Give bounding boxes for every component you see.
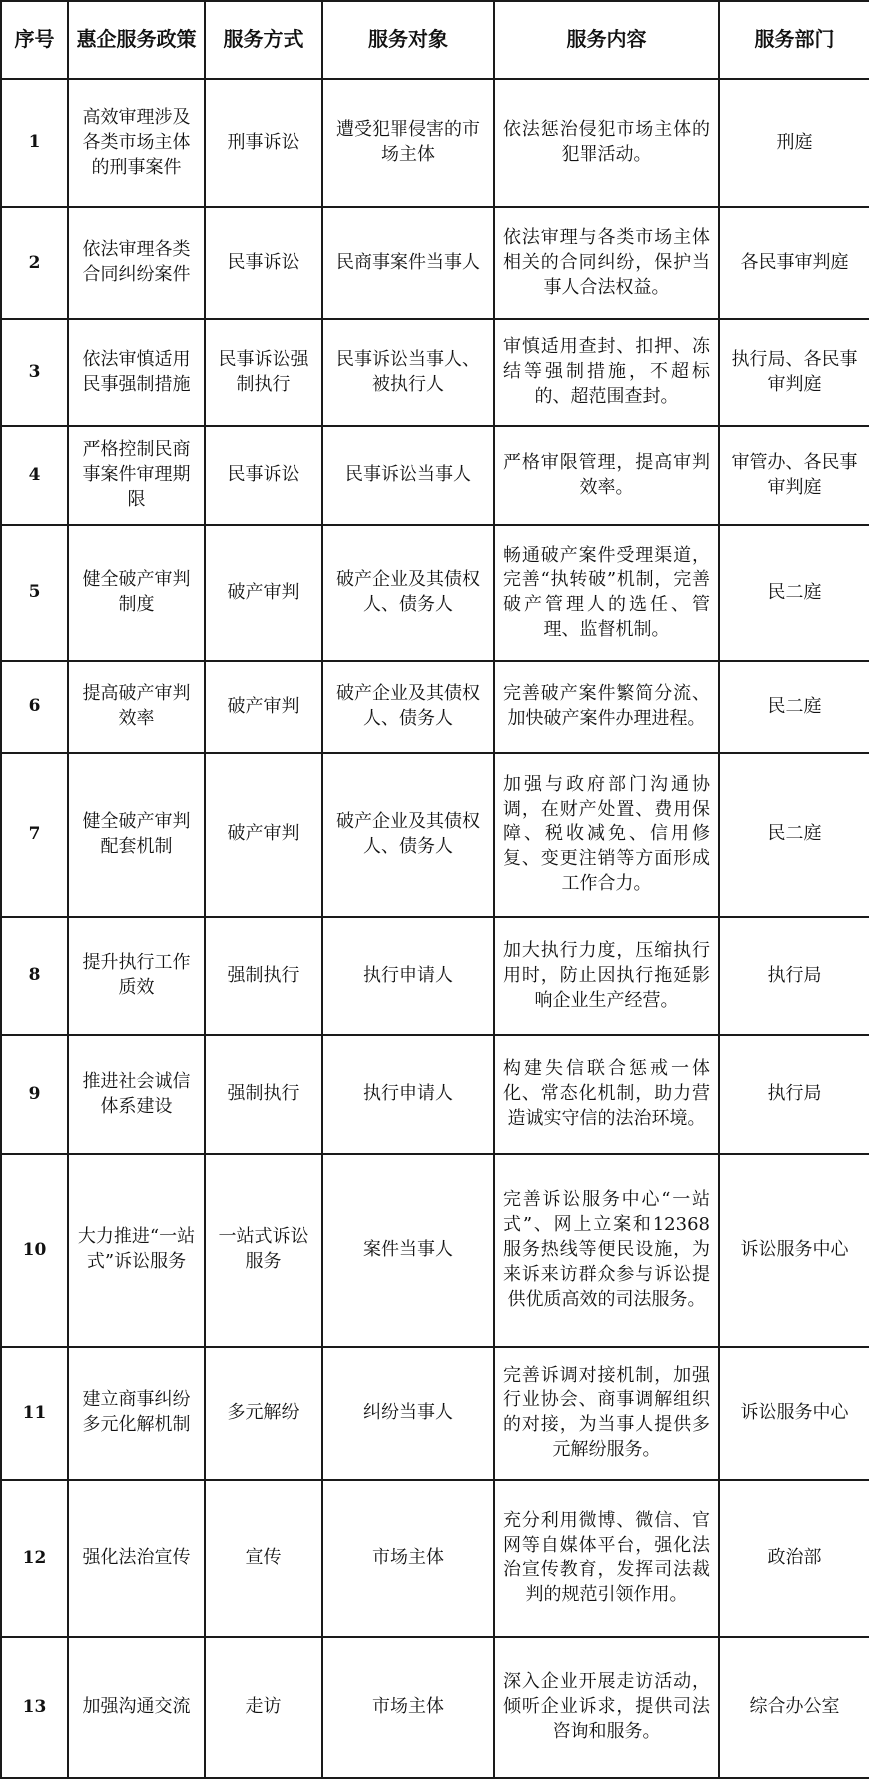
cell-index: 9 xyxy=(1,1035,68,1153)
cell-content: 依法惩治侵犯市场主体的犯罪活动。 xyxy=(494,79,719,207)
cell-target: 民事诉讼当事人 xyxy=(322,426,494,525)
cell-index: 13 xyxy=(1,1637,68,1778)
cell-policy: 加强沟通交流 xyxy=(68,1637,205,1778)
cell-department: 执行局、各民事审判庭 xyxy=(719,319,869,426)
cell-content: 畅通破产案件受理渠道，完善“执转破”机制，完善破产管理人的选任、管理、监督机制。 xyxy=(494,525,719,661)
cell-department: 诉讼服务中心 xyxy=(719,1154,869,1347)
cell-method: 强制执行 xyxy=(205,917,322,1035)
cell-content: 严格审限管理，提高审判效率。 xyxy=(494,426,719,525)
cell-target: 民商事案件当事人 xyxy=(322,207,494,319)
cell-policy: 建立商事纠纷多元化解机制 xyxy=(68,1347,205,1480)
cell-content: 完善诉调对接机制，加强行业协会、商事调解组织的对接，为当事人提供多元解纷服务。 xyxy=(494,1347,719,1480)
cell-index: 1 xyxy=(1,79,68,207)
cell-content: 依法审理与各类市场主体相关的合同纠纷，保护当事人合法权益。 xyxy=(494,207,719,319)
cell-department: 审管办、各民事审判庭 xyxy=(719,426,869,525)
cell-department: 政治部 xyxy=(719,1480,869,1637)
cell-content: 审慎适用查封、扣押、冻结等强制措施，不超标的、超范围查封。 xyxy=(494,319,719,426)
cell-index: 7 xyxy=(1,753,68,917)
header-content: 服务内容 xyxy=(494,1,719,79)
cell-target: 破产企业及其债权人、债务人 xyxy=(322,753,494,917)
cell-content: 充分利用微博、微信、官网等自媒体平台，强化法治宣传教育，发挥司法裁判的规范引领作用。 xyxy=(494,1480,719,1637)
cell-target: 破产企业及其债权人、债务人 xyxy=(322,661,494,753)
table-row xyxy=(1,1637,869,1778)
cell-target: 遭受犯罪侵害的市场主体 xyxy=(322,79,494,207)
table-row xyxy=(1,1347,869,1480)
cell-method: 刑事诉讼 xyxy=(205,79,322,207)
table-row xyxy=(1,1035,869,1153)
table-row xyxy=(1,79,869,207)
cell-method: 破产审判 xyxy=(205,525,322,661)
cell-index: 6 xyxy=(1,661,68,753)
cell-department: 综合办公室 xyxy=(719,1637,869,1778)
cell-department: 执行局 xyxy=(719,917,869,1035)
cell-department: 民二庭 xyxy=(719,753,869,917)
cell-index: 2 xyxy=(1,207,68,319)
cell-index: 4 xyxy=(1,426,68,525)
table-row xyxy=(1,917,869,1035)
header-index: 序号 xyxy=(1,1,68,79)
cell-policy: 大力推进“一站式”诉讼服务 xyxy=(68,1154,205,1347)
cell-method: 民事诉讼强制执行 xyxy=(205,319,322,426)
table-row xyxy=(1,1480,869,1637)
cell-content: 完善诉讼服务中心“一站式”、网上立案和12368服务热线等便民设施，为来诉来访群众参与诉讼提供优质高效的司法服务。 xyxy=(494,1154,719,1347)
cell-index: 10 xyxy=(1,1154,68,1347)
cell-target: 市场主体 xyxy=(322,1480,494,1637)
cell-department: 民二庭 xyxy=(719,525,869,661)
table-row xyxy=(1,661,869,753)
table-row xyxy=(1,753,869,917)
cell-policy: 高效审理涉及各类市场主体的刑事案件 xyxy=(68,79,205,207)
cell-target: 民事诉讼当事人、被执行人 xyxy=(322,319,494,426)
cell-index: 8 xyxy=(1,917,68,1035)
cell-policy: 提高破产审判效率 xyxy=(68,661,205,753)
cell-method: 破产审判 xyxy=(205,661,322,753)
cell-method: 走访 xyxy=(205,1637,322,1778)
cell-index: 5 xyxy=(1,525,68,661)
cell-method: 民事诉讼 xyxy=(205,426,322,525)
cell-department: 民二庭 xyxy=(719,661,869,753)
cell-index: 12 xyxy=(1,1480,68,1637)
table-row xyxy=(1,207,869,319)
cell-target: 纠纷当事人 xyxy=(322,1347,494,1480)
header-method: 服务方式 xyxy=(205,1,322,79)
cell-index: 11 xyxy=(1,1347,68,1480)
cell-target: 市场主体 xyxy=(322,1637,494,1778)
cell-policy: 依法审理各类合同纠纷案件 xyxy=(68,207,205,319)
cell-method: 一站式诉讼服务 xyxy=(205,1154,322,1347)
table-row xyxy=(1,525,869,661)
cell-policy: 依法审慎适用民事强制措施 xyxy=(68,319,205,426)
cell-method: 宣传 xyxy=(205,1480,322,1637)
cell-target: 破产企业及其债权人、债务人 xyxy=(322,525,494,661)
table-row xyxy=(1,1154,869,1347)
cell-method: 破产审判 xyxy=(205,753,322,917)
cell-index: 3 xyxy=(1,319,68,426)
cell-target: 案件当事人 xyxy=(322,1154,494,1347)
cell-policy: 提升执行工作质效 xyxy=(68,917,205,1035)
cell-method: 民事诉讼 xyxy=(205,207,322,319)
cell-policy: 严格控制民商事案件审理期限 xyxy=(68,426,205,525)
cell-content: 加强与政府部门沟通协调，在财产处置、费用保障、税收减免、信用修复、变更注销等方面形成工作合力。 xyxy=(494,753,719,917)
cell-method: 多元解纷 xyxy=(205,1347,322,1480)
cell-department: 执行局 xyxy=(719,1035,869,1153)
cell-method: 强制执行 xyxy=(205,1035,322,1153)
cell-target: 执行申请人 xyxy=(322,1035,494,1153)
cell-content: 深入企业开展走访活动，倾听企业诉求，提供司法咨询和服务。 xyxy=(494,1637,719,1778)
cell-department: 各民事审判庭 xyxy=(719,207,869,319)
cell-content: 加大执行力度，压缩执行用时，防止因执行拖延影响企业生产经营。 xyxy=(494,917,719,1035)
cell-content: 完善破产案件繁简分流、加快破产案件办理进程。 xyxy=(494,661,719,753)
cell-policy: 健全破产审判制度 xyxy=(68,525,205,661)
table-body xyxy=(1,79,869,1778)
table-row xyxy=(1,426,869,525)
table-row xyxy=(1,319,869,426)
header-target: 服务对象 xyxy=(322,1,494,79)
cell-department: 刑庭 xyxy=(719,79,869,207)
cell-department: 诉讼服务中心 xyxy=(719,1347,869,1480)
table-header xyxy=(1,1,869,79)
cell-policy: 推进社会诚信体系建设 xyxy=(68,1035,205,1153)
cell-policy: 强化法治宣传 xyxy=(68,1480,205,1637)
header-policy: 惠企服务政策 xyxy=(68,1,205,79)
header-row xyxy=(1,1,869,79)
header-department: 服务部门 xyxy=(719,1,869,79)
cell-content: 构建失信联合惩戒一体化、常态化机制，助力营造诚实守信的法治环境。 xyxy=(494,1035,719,1153)
cell-target: 执行申请人 xyxy=(322,917,494,1035)
cell-policy: 健全破产审判配套机制 xyxy=(68,753,205,917)
